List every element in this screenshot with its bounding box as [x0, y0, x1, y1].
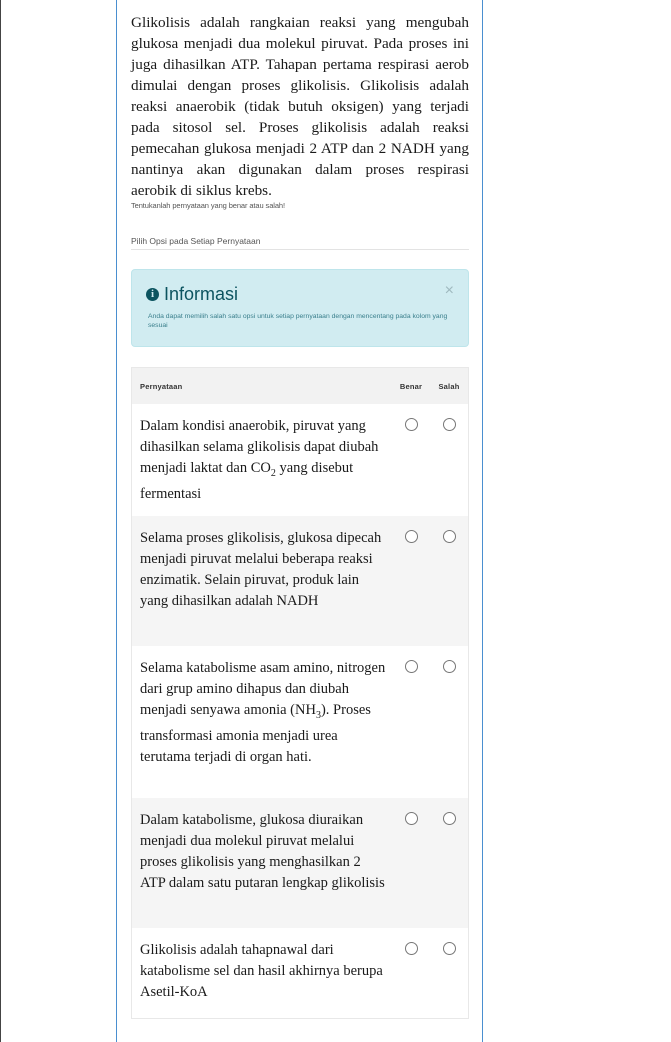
header-true: Benar: [392, 368, 430, 405]
question-content: [131, 0, 469, 1019]
statement-table: [131, 367, 469, 1019]
radio-false-1[interactable]: [443, 418, 456, 431]
statement-text: Dalam kondisi anaerobik, piruvat yang dihasilkan selama glikolisis dapat diubah menjadi laktat dan $CO_2$ yang disebut fermentasi: [132, 404, 393, 516]
info-title-text: Informasi: [164, 284, 239, 304]
question-instruction: Tentukanlah pernyataan yang benar atau salah!: [131, 201, 285, 210]
table-row: [132, 928, 469, 1018]
statement-text: Dalam katabolisme, glukosa diuraikan menjadi dua molekul piruvat melalui proses glikolisis yang menghasilkan 2 ATP dalam satu putaran lengkap glikolisis: [132, 798, 393, 928]
info-alert-text: Anda dapat memilih salah satu opsi untuk setiap pernyataan dengan mencentang pada kolom yang sesuai: [148, 313, 448, 329]
info-alert: [131, 269, 469, 347]
radio-true-5[interactable]: [405, 942, 418, 955]
question-panel: [116, 0, 483, 1042]
statement-text: Selama katabolisme asam amino, nitrogen dari grup amino dihapus dan diubah menjadi senyawa amonia $(NH_3)$. Proses transformasi amonia menjadi urea terutama terjadi di organ hati.: [132, 646, 393, 798]
radio-false-3[interactable]: [443, 660, 456, 673]
radio-false-5[interactable]: [443, 942, 456, 955]
table-row: [132, 404, 469, 516]
window-left-border: [0, 0, 1, 1042]
close-icon[interactable]: ×: [444, 282, 454, 299]
radio-false-4[interactable]: [443, 812, 456, 825]
table-header-row: [132, 368, 469, 405]
radio-true-4[interactable]: [405, 812, 418, 825]
table-row: [132, 798, 469, 928]
header-statement: Pernyataan: [132, 368, 393, 405]
statement-text: Glikolisis adalah tahapnawal dari katabolisme sel dan hasil akhirnya berupa Asetil-KoA: [132, 928, 393, 1018]
section-label: Pilih Opsi pada Setiap Pernyataan: [131, 236, 469, 250]
info-alert-title: [146, 284, 454, 305]
question-passage: Glikolisis adalah rangkaian reaksi yang mengubah glukosa menjadi dua molekul piruvat. Pada proses ini juga dihasilkan ATP. Tahapan pertama respirasi aerob dimulai dengan proses glikolisis. Glikolisis adalah reaksi anaerobik (tidak butuh oksigen) yang terjadi pada sitosol sel. Proses glikolisis adalah reaksi pemecahan glukosa menjadi 2 ATP dan 2 NADH yang nantinya akan digunakan dalam proses respirasi aerobik di siklus krebs.: [131, 14, 469, 199]
table-row: [132, 516, 469, 646]
radio-false-2[interactable]: [443, 530, 456, 543]
statement-text: Selama proses glikolisis, glukosa dipecah menjadi piruvat melalui beberapa reaksi enzimatik. Selain piruvat, produk lain yang dihasilkan adalah NADH: [132, 516, 393, 646]
info-circle-icon: i: [146, 288, 159, 301]
header-false: Salah: [430, 368, 469, 405]
radio-true-2[interactable]: [405, 530, 418, 543]
radio-true-1[interactable]: [405, 418, 418, 431]
radio-true-3[interactable]: [405, 660, 418, 673]
table-row: [132, 646, 469, 798]
